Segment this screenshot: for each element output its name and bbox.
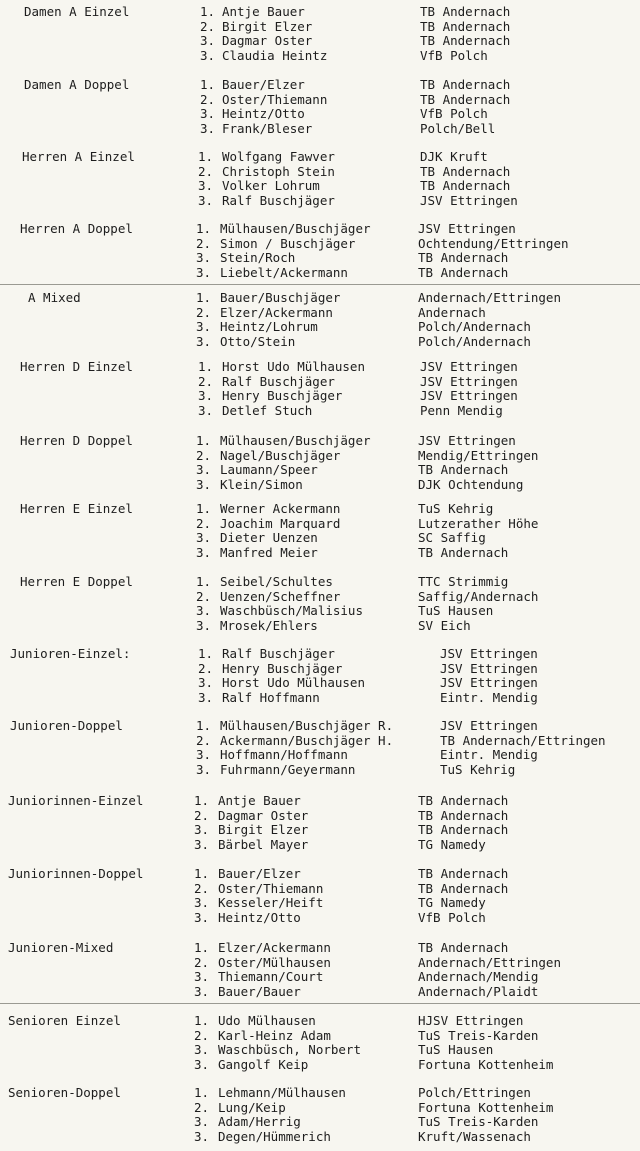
player-name: Ralf Buschjäger bbox=[222, 192, 335, 208]
result-row bbox=[0, 867, 640, 882]
result-row bbox=[0, 237, 640, 252]
player-name: Liebelt/Ackermann bbox=[220, 264, 348, 280]
rank-number: 3. bbox=[198, 192, 214, 208]
divider-line bbox=[0, 1003, 640, 1004]
club-name: TB Andernach bbox=[418, 462, 509, 478]
player-name: Bauer/Buschjäger bbox=[220, 290, 341, 305]
player-name: Hoffmann/Hoffmann bbox=[220, 747, 348, 763]
section-title: Herren A Einzel bbox=[22, 149, 135, 164]
rank-number: 2. bbox=[196, 588, 212, 604]
rank-number: 1. bbox=[194, 1013, 210, 1028]
club-name: SV Eich bbox=[418, 617, 471, 633]
section-title: Herren E Einzel bbox=[20, 501, 133, 516]
player-name: Waschbüsch, Norbert bbox=[218, 1042, 361, 1058]
club-name: Fortuna Kottenheim bbox=[418, 1099, 554, 1115]
club-name: Polch/Ettringen bbox=[418, 1085, 531, 1100]
rank-number: 2. bbox=[194, 807, 210, 823]
player-name: Frank/Bleser bbox=[222, 120, 313, 136]
result-row bbox=[0, 93, 640, 108]
club-name: TB Andernach bbox=[418, 940, 509, 955]
result-row bbox=[0, 1130, 640, 1145]
rank-number: 3. bbox=[194, 836, 210, 852]
club-name: Polch/Andernach bbox=[418, 333, 531, 349]
result-row bbox=[0, 604, 640, 619]
player-name: Adam/Herrig bbox=[218, 1114, 301, 1130]
club-name: JSV Ettringen bbox=[420, 388, 518, 404]
club-name: Lutzerather Höhe bbox=[418, 515, 539, 531]
rank-number: 1. bbox=[196, 290, 212, 305]
result-row bbox=[0, 222, 640, 237]
result-row bbox=[0, 590, 640, 605]
result-row bbox=[0, 763, 640, 778]
club-name: JSV Ettringen bbox=[440, 646, 538, 661]
player-name: Heintz/Otto bbox=[218, 909, 301, 925]
rank-number: 1. bbox=[194, 940, 210, 955]
result-row bbox=[0, 941, 640, 956]
player-name: Wolfgang Fawver bbox=[222, 149, 335, 164]
result-row bbox=[0, 1058, 640, 1073]
player-name: Antje Bauer bbox=[222, 4, 305, 19]
player-name: Klein/Simon bbox=[220, 476, 303, 492]
rank-number: 2. bbox=[194, 1099, 210, 1115]
result-row bbox=[0, 360, 640, 375]
club-name: Kruft/Wassenach bbox=[418, 1128, 531, 1144]
rank-number: 2. bbox=[196, 235, 212, 251]
player-name: Bauer/Elzer bbox=[222, 77, 305, 92]
section-title: A Mixed bbox=[28, 290, 81, 305]
rank-number: 3. bbox=[196, 617, 212, 633]
section-title: Herren D Doppel bbox=[20, 433, 133, 448]
result-row bbox=[0, 619, 640, 634]
rank-number: 1. bbox=[196, 501, 212, 516]
result-row bbox=[0, 956, 640, 971]
result-row bbox=[0, 375, 640, 390]
rank-number: 2. bbox=[200, 91, 216, 107]
club-name: TB Andernach bbox=[418, 822, 509, 838]
section-title: Senioren Einzel bbox=[8, 1013, 121, 1028]
player-name: Mülhausen/Buschjäger bbox=[220, 433, 371, 448]
result-row bbox=[0, 449, 640, 464]
rank-number: 2. bbox=[198, 163, 214, 179]
club-name: HJSV Ettringen bbox=[418, 1013, 524, 1028]
result-row bbox=[0, 823, 640, 838]
result-row bbox=[0, 531, 640, 546]
player-name: Ralf Hoffmann bbox=[222, 689, 320, 705]
club-name: TB Andernach bbox=[420, 33, 511, 49]
player-name: Mülhausen/Buschjäger R. bbox=[220, 718, 394, 733]
club-name: JSV Ettringen bbox=[440, 675, 538, 691]
club-name: TuS Hausen bbox=[418, 1042, 494, 1058]
player-name: Fuhrmann/Geyermann bbox=[220, 761, 356, 777]
section-title: Junioren-Einzel: bbox=[10, 646, 131, 661]
club-name: Andernach bbox=[418, 304, 486, 320]
rank-number: 3. bbox=[198, 689, 214, 705]
result-row bbox=[0, 734, 640, 749]
rank-number: 3. bbox=[194, 1128, 210, 1144]
result-row bbox=[0, 266, 640, 281]
result-row bbox=[0, 838, 640, 853]
player-name: Heintz/Otto bbox=[222, 106, 305, 122]
result-row bbox=[0, 1086, 640, 1101]
player-name: Seibel/Schultes bbox=[220, 574, 333, 589]
player-name: Birgit Elzer bbox=[222, 18, 313, 34]
rank-number: 1. bbox=[196, 221, 212, 236]
club-name: JSV Ettringen bbox=[420, 192, 518, 208]
player-name: Karl-Heinz Adam bbox=[218, 1027, 331, 1043]
section-title: Junioren-Mixed bbox=[8, 940, 114, 955]
result-row bbox=[0, 389, 640, 404]
result-row bbox=[0, 165, 640, 180]
section-title: Junioren-Doppel bbox=[10, 718, 123, 733]
player-name: Ralf Buschjäger bbox=[222, 646, 335, 661]
club-name: TG Namedy bbox=[418, 836, 486, 852]
player-name: Dagmar Oster bbox=[222, 33, 313, 49]
result-row bbox=[0, 463, 640, 478]
player-name: Waschbüsch/Malisius bbox=[220, 603, 363, 619]
result-row bbox=[0, 911, 640, 926]
club-name: JSV Ettringen bbox=[440, 660, 538, 676]
rank-number: 3. bbox=[196, 250, 212, 266]
result-row bbox=[0, 78, 640, 93]
rank-number: 3. bbox=[194, 969, 210, 985]
result-row bbox=[0, 502, 640, 517]
result-row bbox=[0, 719, 640, 734]
club-name: TB Andernach bbox=[420, 18, 511, 34]
rank-number: 1. bbox=[194, 793, 210, 808]
club-name: JSV Ettringen bbox=[418, 221, 516, 236]
player-name: Laumann/Speer bbox=[220, 462, 318, 478]
club-name: TB Andernach bbox=[418, 807, 509, 823]
player-name: Kesseler/Heift bbox=[218, 895, 324, 911]
rank-number: 2. bbox=[196, 732, 212, 748]
player-name: Joachim Marquard bbox=[220, 515, 341, 531]
rank-number: 1. bbox=[198, 646, 214, 661]
rank-number: 2. bbox=[198, 660, 214, 676]
club-name: VfB Polch bbox=[420, 47, 488, 63]
rank-number: 1. bbox=[196, 574, 212, 589]
rank-number: 3. bbox=[194, 983, 210, 999]
section-title: Damen A Einzel bbox=[24, 4, 130, 19]
player-name: Ralf Buschjäger bbox=[222, 373, 335, 389]
rank-number: 1. bbox=[198, 359, 214, 374]
result-row bbox=[0, 122, 640, 137]
player-name: Bärbel Mayer bbox=[218, 836, 309, 852]
result-row bbox=[0, 34, 640, 49]
result-row bbox=[0, 150, 640, 165]
player-name: Detlef Stuch bbox=[222, 402, 313, 418]
rank-number: 3. bbox=[194, 1056, 210, 1072]
club-name: TB Andernach bbox=[420, 163, 511, 179]
rank-number: 3. bbox=[194, 822, 210, 838]
rank-number: 3. bbox=[194, 1114, 210, 1130]
player-name: Manfred Meier bbox=[220, 544, 318, 560]
club-name: Ochtendung/Ettringen bbox=[418, 235, 569, 251]
result-row bbox=[0, 662, 640, 677]
club-name: TB Andernach bbox=[418, 866, 509, 881]
player-name: Birgit Elzer bbox=[218, 822, 309, 838]
club-name: Penn Mendig bbox=[420, 402, 503, 418]
player-name: Dieter Uenzen bbox=[220, 530, 318, 546]
rank-number: 1. bbox=[194, 1085, 210, 1100]
player-name: Nagel/Buschjäger bbox=[220, 447, 341, 463]
result-row bbox=[0, 748, 640, 763]
club-name: VfB Polch bbox=[420, 106, 488, 122]
rank-number: 2. bbox=[196, 304, 212, 320]
club-name: Mendig/Ettringen bbox=[418, 447, 539, 463]
result-row bbox=[0, 291, 640, 306]
player-name: Oster/Mülhausen bbox=[218, 954, 331, 970]
club-name: Andernach/Ettringen bbox=[418, 290, 561, 305]
result-row bbox=[0, 320, 640, 335]
rank-number: 3. bbox=[198, 402, 214, 418]
club-name: Saffig/Andernach bbox=[418, 588, 539, 604]
club-name: Andernach/Mendig bbox=[418, 969, 539, 985]
player-name: Uenzen/Scheffner bbox=[220, 588, 341, 604]
rank-number: 3. bbox=[194, 909, 210, 925]
result-row bbox=[0, 194, 640, 209]
player-name: Bauer/Elzer bbox=[218, 866, 301, 881]
result-row bbox=[0, 49, 640, 64]
player-name: Dagmar Oster bbox=[218, 807, 309, 823]
club-name: JSV Ettringen bbox=[420, 373, 518, 389]
result-row bbox=[0, 434, 640, 449]
result-row bbox=[0, 517, 640, 532]
club-name: DJK Kruft bbox=[420, 149, 488, 164]
club-name: TB Andernach bbox=[418, 880, 509, 896]
rank-number: 2. bbox=[198, 373, 214, 389]
club-name: TuS Hausen bbox=[418, 603, 494, 619]
rank-number: 3. bbox=[196, 603, 212, 619]
rank-number: 3. bbox=[198, 178, 214, 194]
player-name: Gangolf Keip bbox=[218, 1056, 309, 1072]
club-name: Polch/Andernach bbox=[418, 319, 531, 335]
result-row bbox=[0, 676, 640, 691]
rank-number: 3. bbox=[200, 120, 216, 136]
player-name: Degen/Hümmerich bbox=[218, 1128, 331, 1144]
club-name: JSV Ettringen bbox=[418, 433, 516, 448]
club-name: Andernach/Plaidt bbox=[418, 983, 539, 999]
rank-number: 3. bbox=[200, 106, 216, 122]
club-name: TB Andernach/Ettringen bbox=[440, 732, 606, 748]
club-name: Fortuna Kottenheim bbox=[418, 1056, 554, 1072]
rank-number: 1. bbox=[196, 718, 212, 733]
player-name: Udo Mülhausen bbox=[218, 1013, 316, 1028]
club-name: Eintr. Mendig bbox=[440, 689, 538, 705]
player-name: Volker Lohrum bbox=[222, 178, 320, 194]
club-name: TuS Kehrig bbox=[440, 761, 516, 777]
section-title: Juniorinnen-Einzel bbox=[8, 793, 144, 808]
rank-number: 3. bbox=[196, 544, 212, 560]
result-row bbox=[0, 5, 640, 20]
player-name: Bauer/Bauer bbox=[218, 983, 301, 999]
rank-number: 3. bbox=[200, 47, 216, 63]
result-row bbox=[0, 20, 640, 35]
rank-number: 3. bbox=[198, 675, 214, 691]
player-name: Heintz/Lohrum bbox=[220, 319, 318, 335]
result-row bbox=[0, 1014, 640, 1029]
rank-number: 3. bbox=[194, 895, 210, 911]
result-row bbox=[0, 335, 640, 350]
player-name: Claudia Heintz bbox=[222, 47, 328, 63]
player-name: Stein/Roch bbox=[220, 250, 296, 266]
result-row bbox=[0, 546, 640, 561]
club-name: TB Andernach bbox=[418, 544, 509, 560]
result-row bbox=[0, 691, 640, 706]
club-name: SC Saffig bbox=[418, 530, 486, 546]
result-row bbox=[0, 1115, 640, 1130]
player-name: Oster/Thiemann bbox=[222, 91, 328, 107]
rank-number: 1. bbox=[196, 433, 212, 448]
rank-number: 3. bbox=[200, 33, 216, 49]
rank-number: 3. bbox=[196, 264, 212, 280]
rank-number: 1. bbox=[198, 149, 214, 164]
result-row bbox=[0, 404, 640, 419]
player-name: Horst Udo Mülhausen bbox=[222, 359, 365, 374]
rank-number: 3. bbox=[198, 388, 214, 404]
rank-number: 3. bbox=[196, 319, 212, 335]
rank-number: 3. bbox=[196, 747, 212, 763]
result-row bbox=[0, 896, 640, 911]
result-row bbox=[0, 575, 640, 590]
club-name: JSV Ettringen bbox=[420, 359, 518, 374]
player-name: Otto/Stein bbox=[220, 333, 296, 349]
rank-number: 3. bbox=[196, 476, 212, 492]
result-row bbox=[0, 1029, 640, 1044]
rank-number: 2. bbox=[194, 954, 210, 970]
rank-number: 2. bbox=[194, 880, 210, 896]
rank-number: 3. bbox=[194, 1042, 210, 1058]
result-row bbox=[0, 1043, 640, 1058]
club-name: TB Andernach bbox=[418, 250, 509, 266]
result-row bbox=[0, 985, 640, 1000]
player-name: Elzer/Ackermann bbox=[220, 304, 333, 320]
divider-line bbox=[0, 284, 640, 285]
rank-number: 2. bbox=[196, 515, 212, 531]
club-name: TB Andernach bbox=[418, 264, 509, 280]
section-title: Herren E Doppel bbox=[20, 574, 133, 589]
result-row bbox=[0, 647, 640, 662]
club-name: TB Andernach bbox=[420, 91, 511, 107]
club-name: VfB Polch bbox=[418, 909, 486, 925]
club-name: TB Andernach bbox=[420, 178, 511, 194]
club-name: TB Andernach bbox=[420, 77, 511, 92]
player-name: Horst Udo Mülhausen bbox=[222, 675, 365, 691]
result-row bbox=[0, 794, 640, 809]
player-name: Thiemann/Court bbox=[218, 969, 324, 985]
player-name: Henry Buschjäger bbox=[222, 660, 343, 676]
result-row bbox=[0, 306, 640, 321]
player-name: Christoph Stein bbox=[222, 163, 335, 179]
result-row bbox=[0, 882, 640, 897]
club-name: JSV Ettringen bbox=[440, 718, 538, 733]
result-row bbox=[0, 107, 640, 122]
section-title: Herren A Doppel bbox=[20, 221, 133, 236]
club-name: Polch/Bell bbox=[420, 120, 496, 136]
rank-number: 2. bbox=[194, 1027, 210, 1043]
player-name: Antje Bauer bbox=[218, 793, 301, 808]
club-name: TG Namedy bbox=[418, 895, 486, 911]
player-name: Lung/Keip bbox=[218, 1099, 286, 1115]
result-row bbox=[0, 179, 640, 194]
result-row bbox=[0, 251, 640, 266]
section-title: Damen A Doppel bbox=[24, 77, 130, 92]
player-name: Elzer/Ackermann bbox=[218, 940, 331, 955]
rank-number: 3. bbox=[196, 333, 212, 349]
section-title: Herren D Einzel bbox=[20, 359, 133, 374]
rank-number: 3. bbox=[196, 761, 212, 777]
rank-number: 1. bbox=[194, 866, 210, 881]
rank-number: 2. bbox=[196, 447, 212, 463]
result-row bbox=[0, 970, 640, 985]
player-name: Ackermann/Buschjäger H. bbox=[220, 732, 394, 748]
result-row bbox=[0, 809, 640, 824]
club-name: TB Andernach bbox=[420, 4, 511, 19]
club-name: TuS Kehrig bbox=[418, 501, 494, 516]
result-row bbox=[0, 1101, 640, 1116]
rank-number: 1. bbox=[200, 77, 216, 92]
player-name: Henry Buschjäger bbox=[222, 388, 343, 404]
section-title: Senioren-Doppel bbox=[8, 1085, 121, 1100]
rank-number: 3. bbox=[196, 462, 212, 478]
player-name: Lehmann/Mülhausen bbox=[218, 1085, 346, 1100]
club-name: TuS Treis-Karden bbox=[418, 1027, 539, 1043]
player-name: Simon / Buschjäger bbox=[220, 235, 356, 251]
rank-number: 2. bbox=[200, 18, 216, 34]
club-name: TB Andernach bbox=[418, 793, 509, 808]
club-name: Andernach/Ettringen bbox=[418, 954, 561, 970]
club-name: DJK Ochtendung bbox=[418, 476, 524, 492]
player-name: Mrosek/Ehlers bbox=[220, 617, 318, 633]
club-name: TuS Treis-Karden bbox=[418, 1114, 539, 1130]
rank-number: 1. bbox=[200, 4, 216, 19]
rank-number: 3. bbox=[196, 530, 212, 546]
section-title: Juniorinnen-Doppel bbox=[8, 866, 144, 881]
club-name: Eintr. Mendig bbox=[440, 747, 538, 763]
player-name: Mülhausen/Buschjäger bbox=[220, 221, 371, 236]
player-name: Oster/Thiemann bbox=[218, 880, 324, 896]
club-name: TTC Strimmig bbox=[418, 574, 509, 589]
result-row bbox=[0, 478, 640, 493]
player-name: Werner Ackermann bbox=[220, 501, 341, 516]
